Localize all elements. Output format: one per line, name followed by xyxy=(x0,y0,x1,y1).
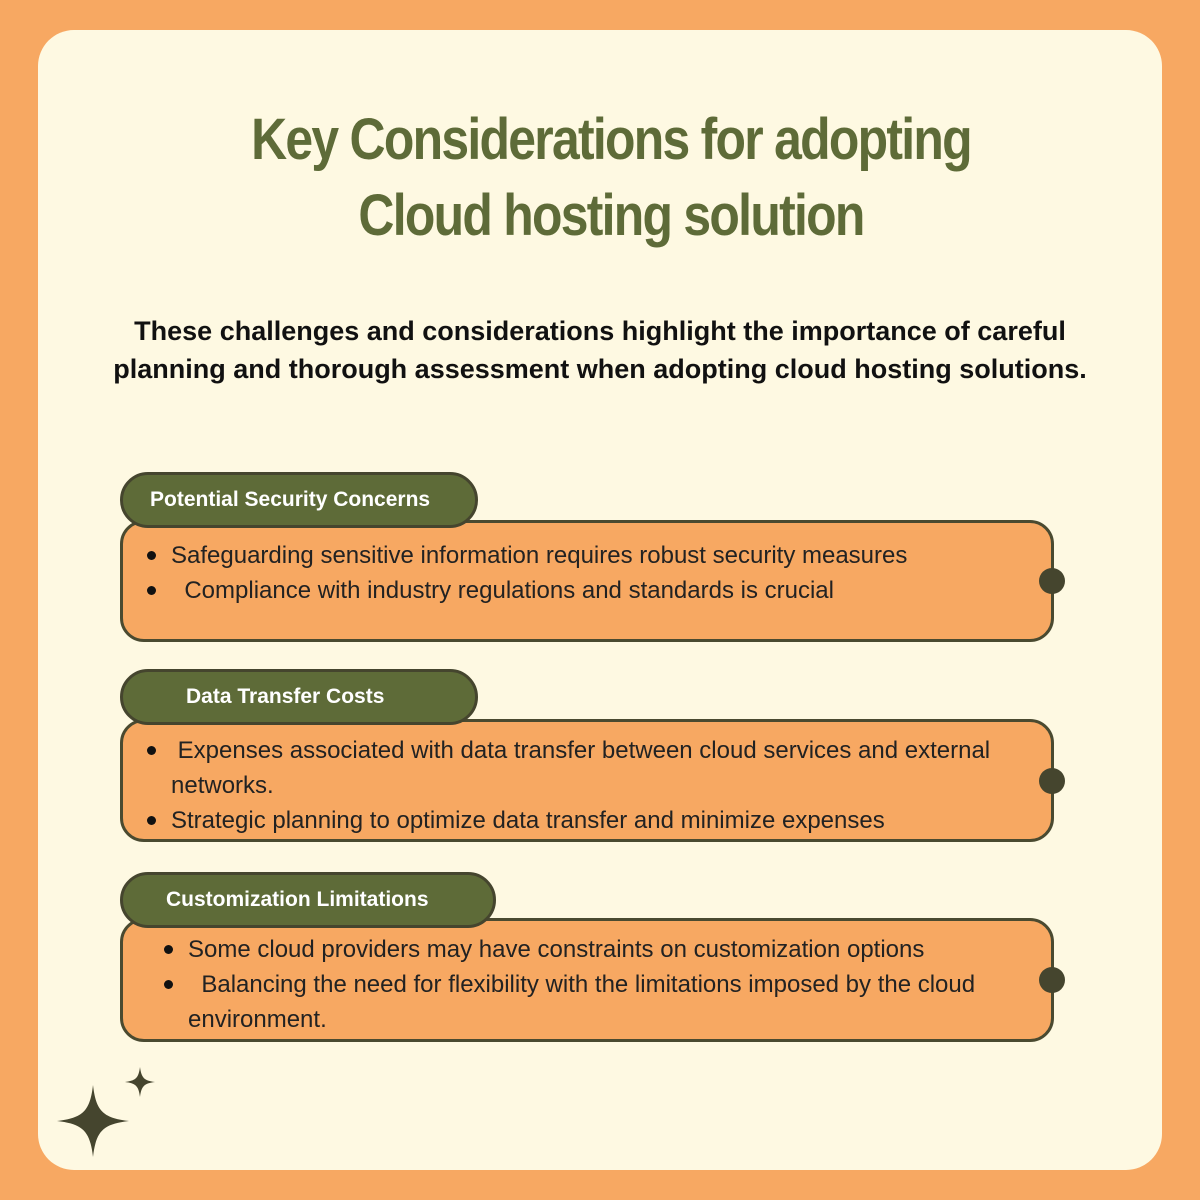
page-title xyxy=(118,102,1104,254)
security-concerns-list xyxy=(123,538,1051,608)
list-item: Balancing the need for flexibility with the limitations imposed by the cloud environment. xyxy=(140,967,1051,1037)
security-concerns-tag xyxy=(120,472,478,528)
customization-tag xyxy=(120,872,496,928)
customization-list xyxy=(123,932,1051,1037)
list-item: Safeguarding sensitive information requires robust security measures xyxy=(123,538,1051,573)
connector-dot xyxy=(1039,768,1065,794)
list-item: Expenses associated with data transfer between cloud services and external networks. xyxy=(123,733,1051,803)
list-item: Strategic planning to optimize data transfer and minimize expenses xyxy=(123,803,1051,838)
sparkle-large-icon xyxy=(55,1083,131,1159)
customization-label: Customization Limitations xyxy=(166,888,429,911)
intro-line-2: planning and thorough assessment when adopting cloud hosting solutions. xyxy=(113,354,1087,384)
connector-dot xyxy=(1039,967,1065,993)
connector-dot xyxy=(1039,568,1065,594)
security-concerns-box xyxy=(120,520,1054,642)
data-transfer-list xyxy=(123,733,1051,838)
data-transfer-label: Data Transfer Costs xyxy=(186,685,385,708)
data-transfer-tag xyxy=(120,669,478,725)
title-line-2: Cloud hosting solution xyxy=(358,183,864,248)
list-item: Some cloud providers may have constraints on customization options xyxy=(140,932,1051,967)
data-transfer-box xyxy=(120,719,1054,842)
sparkle-small-icon xyxy=(124,1066,156,1098)
title-line-1: Key Considerations for adopting xyxy=(251,107,971,172)
customization-box xyxy=(120,918,1054,1042)
intro-text xyxy=(30,312,1170,388)
security-concerns-label: Potential Security Concerns xyxy=(150,488,431,511)
intro-line-1: These challenges and considerations highlight the importance of careful xyxy=(134,316,1066,346)
list-item: Compliance with industry regulations and standards is crucial xyxy=(123,573,1051,608)
